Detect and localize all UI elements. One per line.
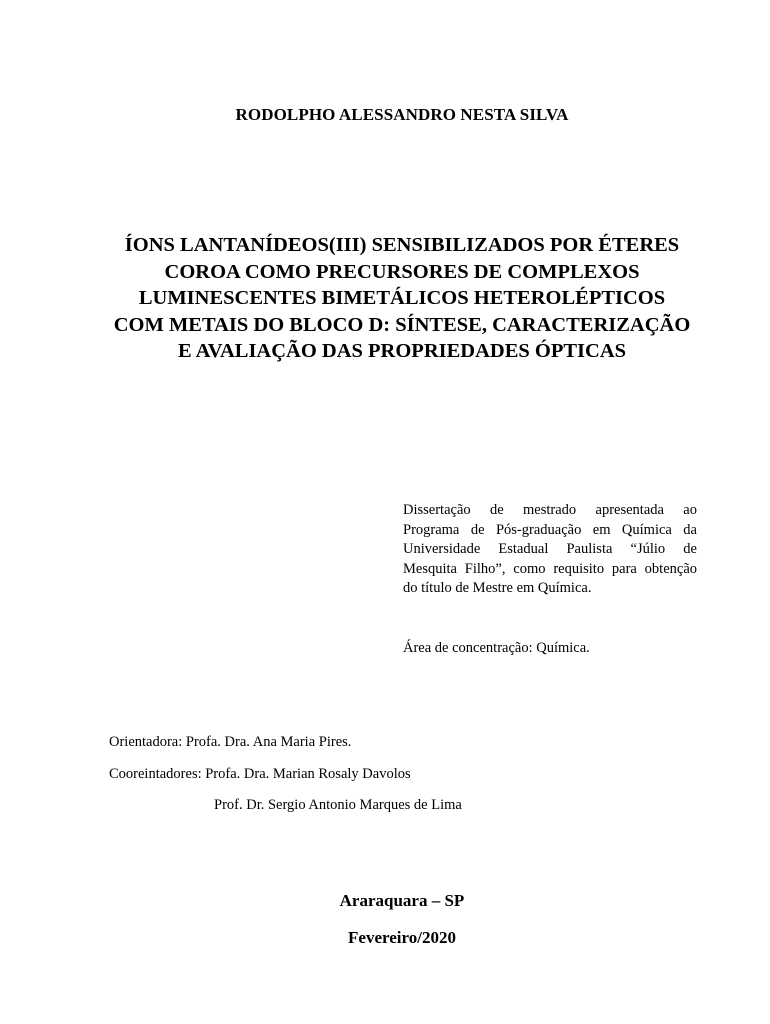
co-advisor: Cooreintadores: Profa. Dra. Marian Rosaly Davolos — [109, 766, 411, 782]
dissertation-note-line: do título de Mestre em Química. — [403, 580, 592, 596]
dissertation-note-line: Universidade Estadual Paulista “Júlio de — [403, 541, 697, 557]
title-line: COROA COMO PRECURSORES DE COMPLEXOS — [164, 260, 640, 283]
co-advisor: Prof. Dr. Sergio Antonio Marques de Lima — [214, 797, 462, 813]
author-name: RODOLPHO ALESSANDRO NESTA SILVA — [235, 105, 569, 124]
dissertation-note — [403, 501, 697, 599]
title-line: COM METAIS DO BLOCO D: SÍNTESE, CARACTERIZAÇÃO — [113, 313, 691, 336]
dissertation-note-line: Dissertação de mestrado apresentada ao — [403, 502, 697, 518]
date: Fevereiro/2020 — [348, 928, 456, 947]
advisor: Orientadora: Profa. Dra. Ana Maria Pires. — [109, 734, 352, 750]
dissertation-note-line: Programa de Pós-graduação em Química da — [403, 521, 697, 538]
dissertation-note-line: Mesquita Filho”, como requisito para obtenção — [403, 560, 697, 577]
thesis-title — [85, 232, 719, 365]
city: Araraquara – SP — [339, 891, 465, 910]
title-line: ÍONS LANTANÍDEOS(III) SENSIBILIZADOS POR ÉTERES — [124, 234, 680, 256]
title-line: E AVALIAÇÃO DAS PROPRIEDADES ÓPTICAS — [177, 340, 627, 362]
concentration-area: Área de concentração: Química. — [403, 640, 590, 656]
title-line: LUMINESCENTES BIMETÁLICOS HETEROLÉPTICOS — [138, 287, 666, 309]
